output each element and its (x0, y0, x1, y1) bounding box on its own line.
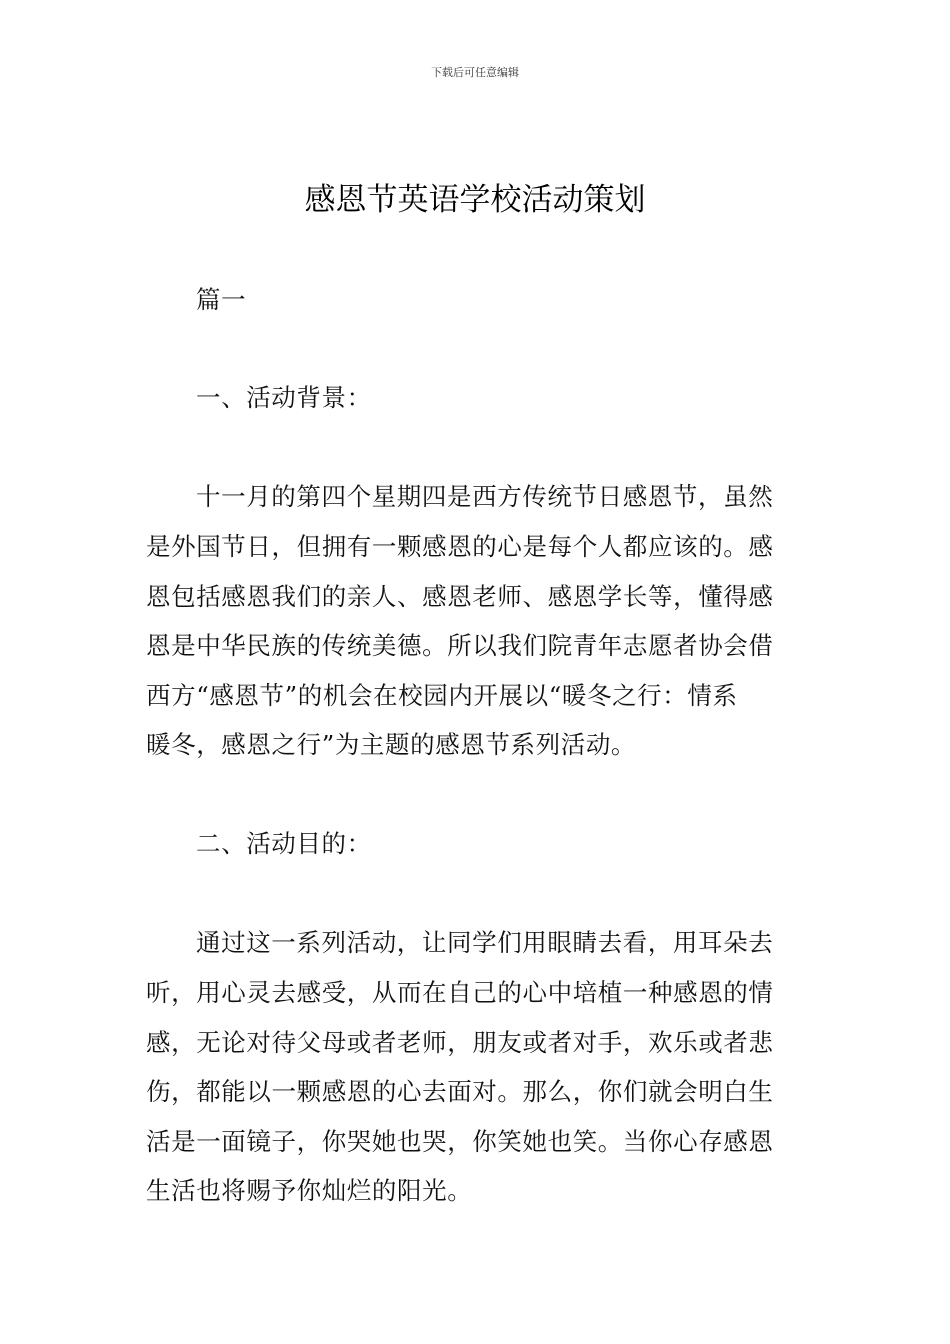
document-title: 感恩节英语学校活动策划 (304, 182, 646, 218)
paragraph-line: 暖冬，感恩之行”为主题的感恩节系列活动。 (146, 730, 637, 759)
paragraph-line: 生活也将赐予你灿烂的阳光。 (146, 1176, 473, 1205)
paragraph-line: 感，无论对待父母或者老师，朋友或者对手，欢乐或者悲 (146, 1028, 774, 1057)
header-note: 下载后可任意编辑 (431, 66, 519, 79)
paragraph-line: 恩包括感恩我们的亲人、感恩老师、感恩学长等，懂得感 (146, 582, 774, 611)
paragraph-line: 听，用心灵去感受，从而在自己的心中培植一种感恩的情 (146, 978, 774, 1007)
paragraph-line: 西方“感恩节”的机会在校园内开展以“暖冬之行：情系 (146, 681, 738, 710)
paragraph-line: 伤，都能以一颗感恩的心去面对。那么，你们就会明白生 (146, 1077, 774, 1106)
part-label: 篇一 (196, 285, 247, 314)
paragraph-line: 恩是中华民族的传统美德。所以我们院青年志愿者协会借 (146, 631, 774, 660)
paragraph-line: 十一月的第四个星期四是西方传统节日感恩节，虽然 (196, 482, 774, 511)
paragraph-line: 是外国节日，但拥有一颗感恩的心是每个人都应该的。感 (146, 532, 774, 561)
section-heading-background: 一、活动背景： (196, 383, 372, 412)
paragraph-line: 活是一面镜子，你哭她也哭，你笑她也笑。当你心存感恩 (146, 1127, 774, 1156)
paragraph-line: 通过这一系列活动，让同学们用眼睛去看，用耳朵去 (196, 928, 774, 957)
section-heading-purpose: 二、活动目的： (196, 829, 372, 858)
